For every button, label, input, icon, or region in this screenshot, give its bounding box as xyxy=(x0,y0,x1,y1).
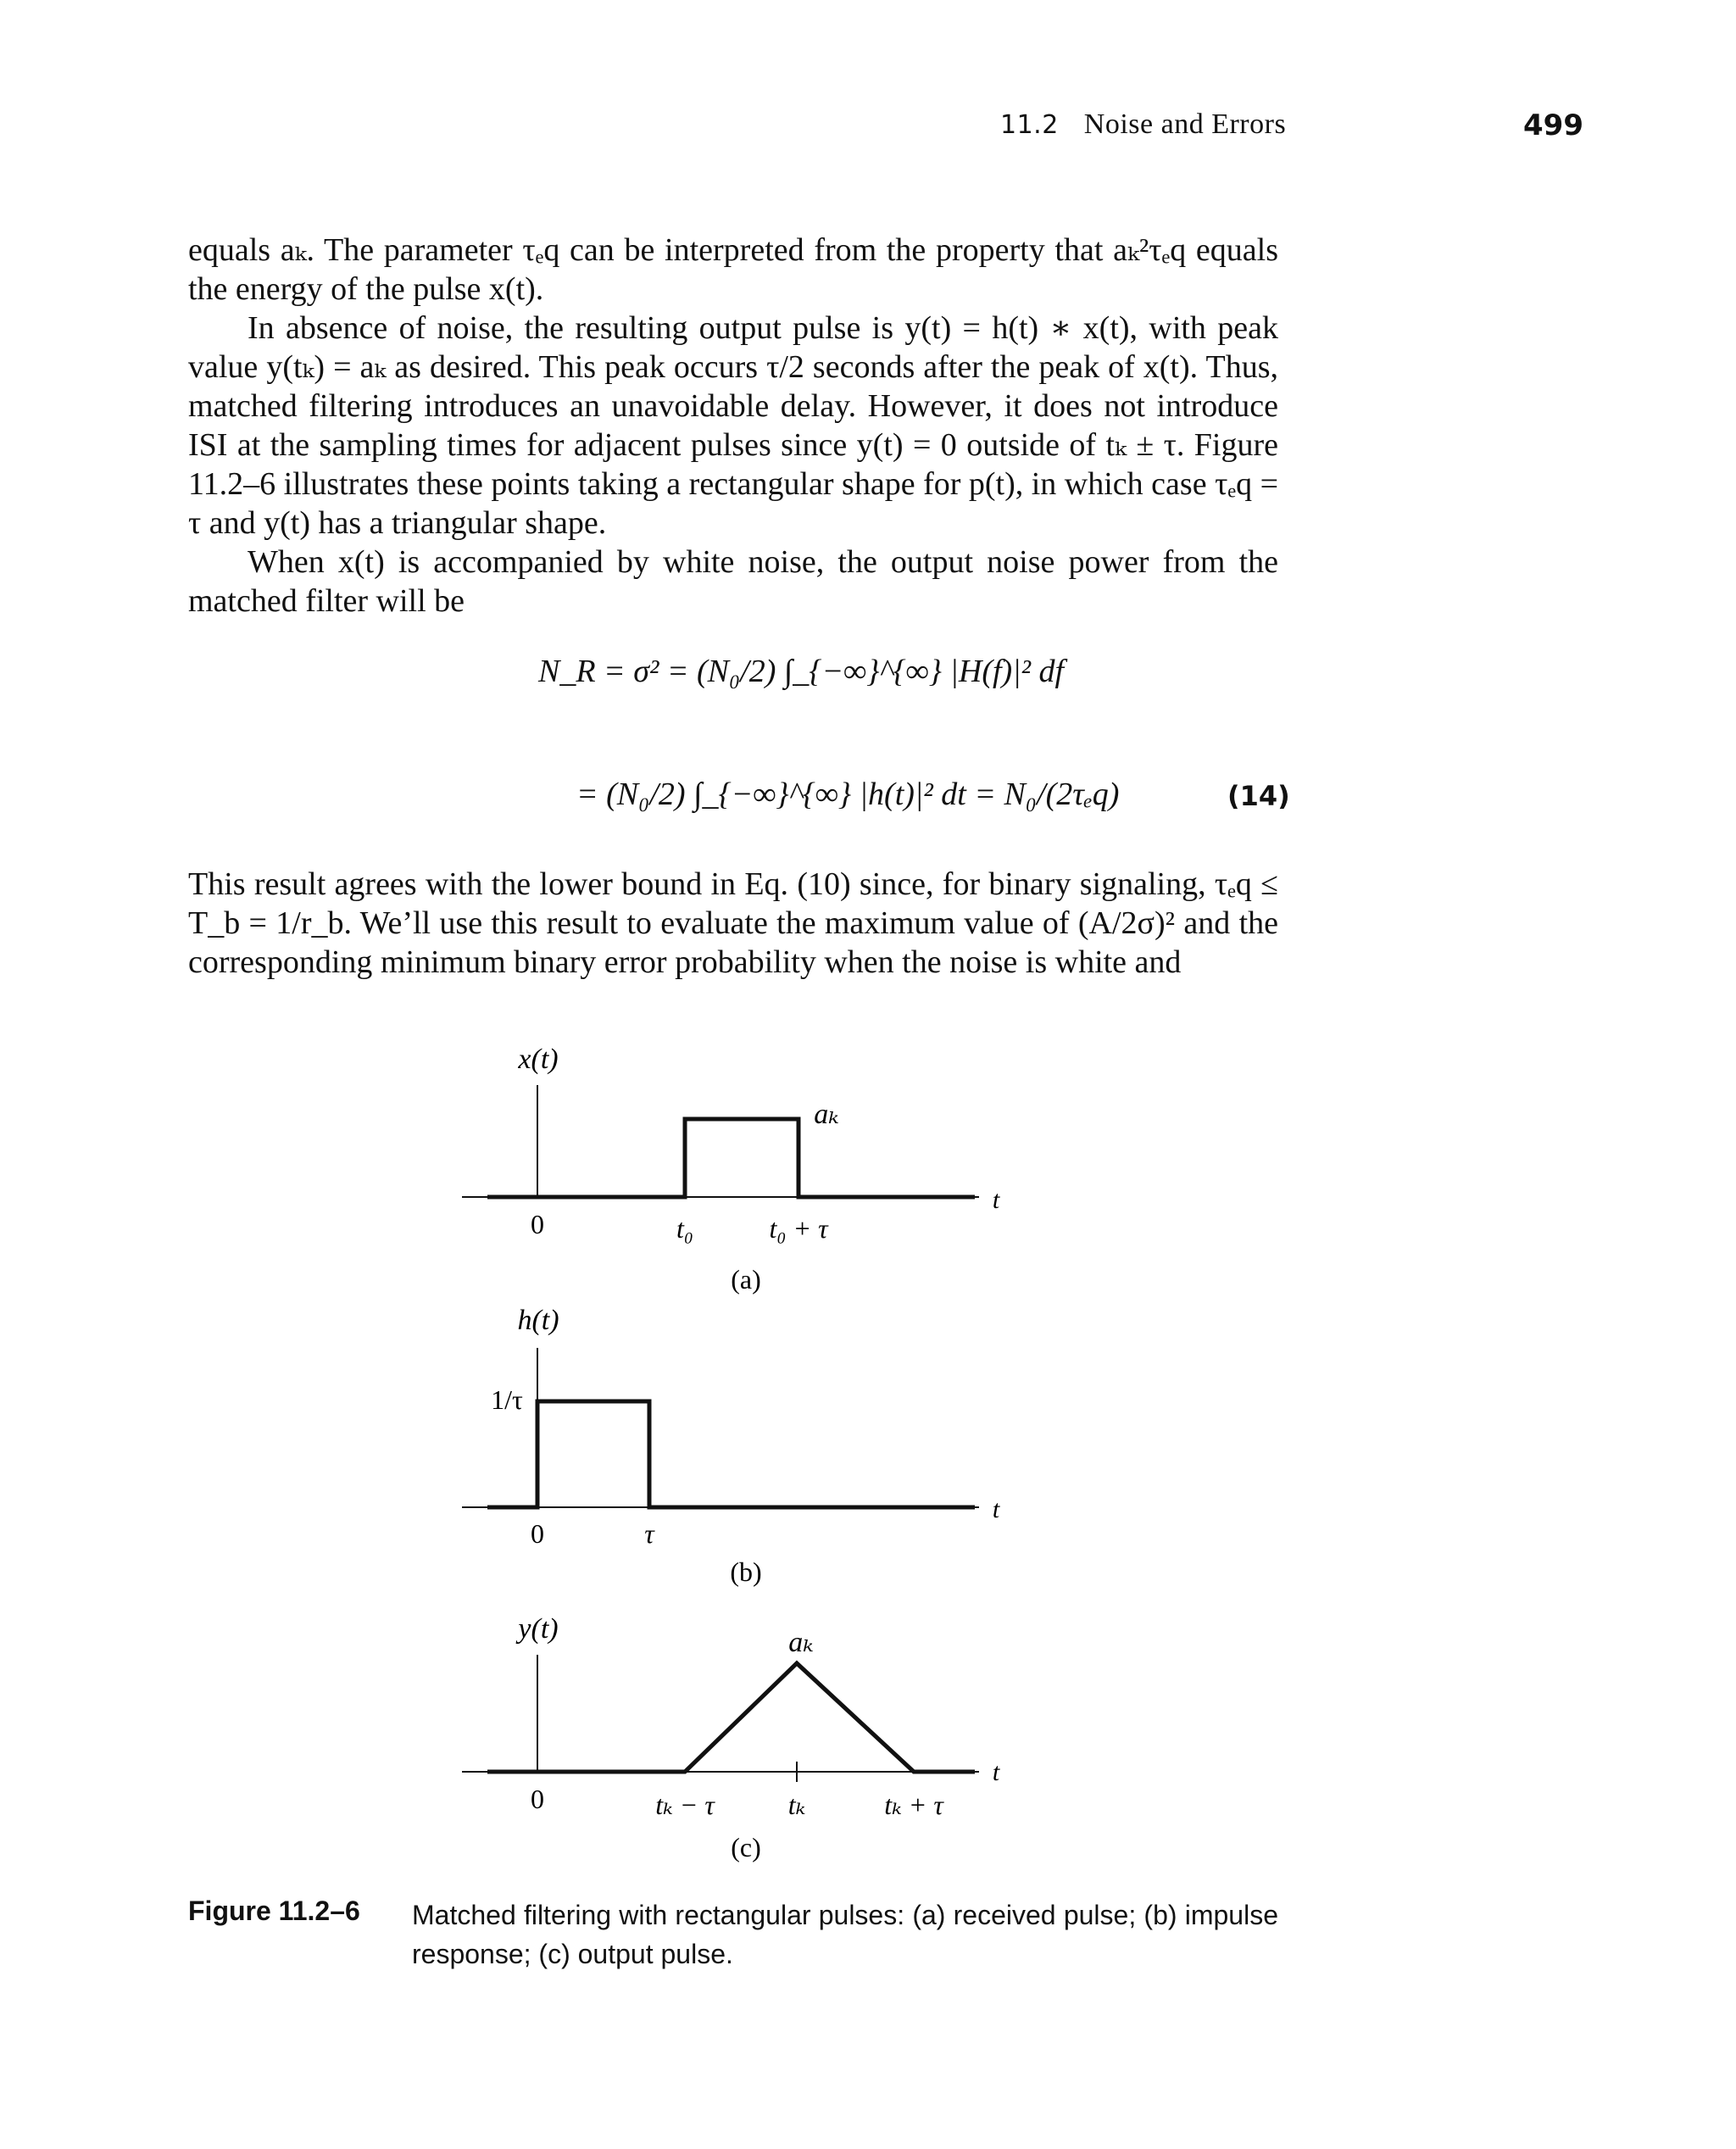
panel-b-caption: (b) xyxy=(730,1556,762,1587)
section-number: 11.2 xyxy=(1000,110,1059,140)
panel-a-tick-0: 0 xyxy=(531,1209,544,1239)
panel-c-ylabel: y(t) xyxy=(518,1613,559,1645)
panel-a-tick-t0: t₀ xyxy=(676,1213,694,1244)
panel-c-amplitude: aₖ xyxy=(788,1627,814,1658)
panel-a-rect-pulse xyxy=(487,1119,975,1197)
panel-b-tick-tau: τ xyxy=(644,1518,654,1549)
panel-a xyxy=(462,1044,1000,1294)
figure-caption: Matched filtering with rectangular pulses: (a) received pulse; (b) impulse response; (c) output pulse. xyxy=(412,1900,1278,1969)
panel-b-xlabel: t xyxy=(992,1495,1000,1523)
panel-b-ylabel: h(t) xyxy=(517,1305,559,1336)
panel-c-triangle-pulse xyxy=(487,1663,975,1772)
panel-a-xlabel: t xyxy=(992,1186,1000,1214)
figure-label: Figure 11.2–6 xyxy=(188,1896,360,1926)
paragraph-4: This result agrees with the lower bound in Eq. (10) since, for binary signaling, τₑq ≤ T_b = 1/r_b. We’ll use this result to evaluate the maximum value of (A/2σ)² and the corresponding minimum binary error probability when the noise is white and xyxy=(188,866,1278,980)
panel-c-tick-tk-plus-tau: tₖ + τ xyxy=(884,1790,943,1820)
panel-c-tick-tk: tₖ xyxy=(787,1790,806,1820)
panel-c-tick-tk-tau: tₖ − τ xyxy=(655,1790,715,1820)
equation-number: (14) xyxy=(1227,780,1290,812)
panel-a-tick-t0-tau: t₀ + τ xyxy=(769,1213,828,1244)
panel-a-amplitude: aₖ xyxy=(814,1099,839,1130)
panel-c-tick-0: 0 xyxy=(531,1784,544,1814)
panel-a-ylabel: x(t) xyxy=(518,1044,559,1075)
panel-c-xlabel: t xyxy=(992,1758,1000,1786)
panel-b-amplitude: 1/τ xyxy=(491,1384,523,1415)
page-number: 499 xyxy=(1523,109,1583,142)
panel-b xyxy=(462,1305,1000,1587)
equation-line-1: N_R = σ² = (N₀/2) ∫_{−∞}^{∞} |H(f)|² df xyxy=(538,654,1065,689)
running-header xyxy=(1000,109,1286,141)
panel-c xyxy=(462,1613,1000,1862)
paragraph-1: equals aₖ. The parameter τₑq can be interpreted from the property that aₖ²τₑq equals the energy of the pulse x(t). xyxy=(188,232,1278,307)
panel-b-tick-0: 0 xyxy=(531,1518,544,1549)
paragraph-3: When x(t) is accompanied by white noise, the output noise power from the matched filter will be xyxy=(188,544,1278,619)
paragraph-2: In absence of noise, the resulting output pulse is y(t) = h(t) ∗ x(t), with peak value y(tₖ) = aₖ as desired. This peak occurs τ/2 seconds after the peak of x(t). Thus, matched filtering introduces an unavoidable delay. However, it does not introduce ISI at the sampling times for adjacent pulses since y(t) = 0 outside of tₖ ± τ. Figure 11.2–6 illustrates these points taking a rectangular shape for p(t), in which case τₑq = τ and y(t) has a triangular shape. xyxy=(188,310,1279,541)
panel-a-caption: (a) xyxy=(731,1264,761,1294)
section-title: Noise and Errors xyxy=(1083,109,1287,140)
panel-c-caption: (c) xyxy=(731,1832,761,1862)
panel-b-rect-pulse xyxy=(487,1401,975,1507)
equation-line-2: = (N₀/2) ∫_{−∞}^{∞} |h(t)|² dt = N₀/(2τₑq) xyxy=(576,777,1120,812)
figure-11-2-6 xyxy=(0,1017,1736,1882)
